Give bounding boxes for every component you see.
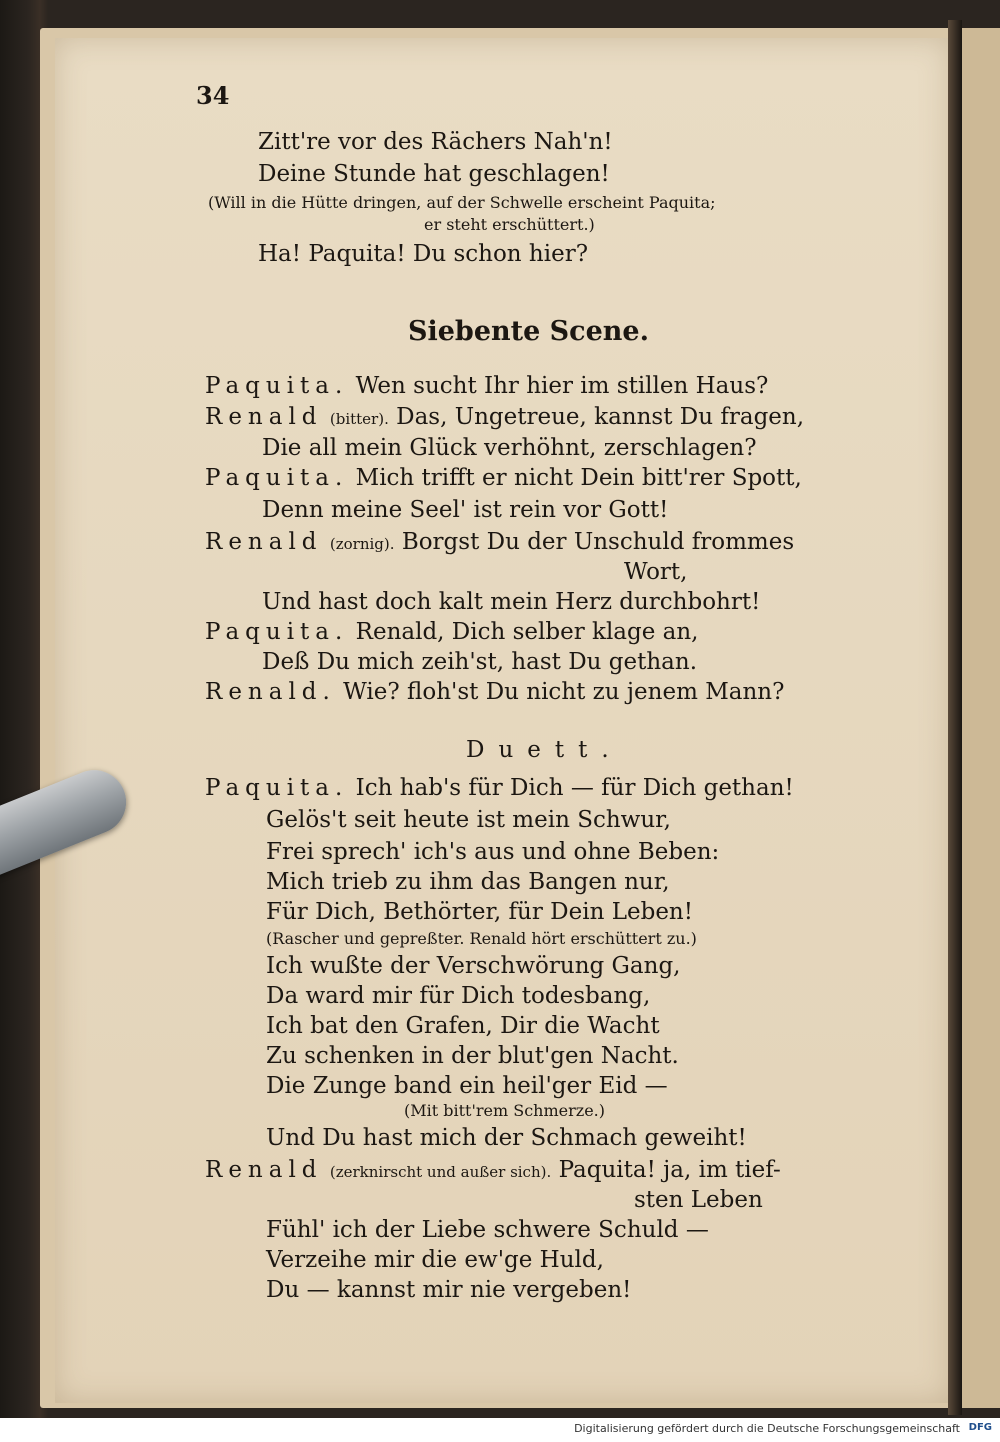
verse-line: Fühl' ich der Liebe schwere Schuld —	[266, 1217, 709, 1243]
dialogue-line: Wort,	[624, 559, 688, 585]
line-text: Wen sucht Ihr hier im stillen Haus?	[355, 373, 769, 399]
dialogue-line	[205, 372, 768, 400]
stage-direction: (Rascher und gepreßter. Renald hört erschüttert zu.)	[266, 929, 697, 948]
speaker-name: Paquita.	[205, 775, 349, 801]
line-text: Das, Ungetreue, kannst Du fragen,	[396, 404, 805, 430]
verse-line: Du — kannst mir nie vergeben!	[266, 1277, 632, 1303]
line-text: Wie? floh'st Du nicht zu jenem Mann?	[343, 679, 785, 705]
stage-direction: (Mit bitt'rem Schmerze.)	[404, 1101, 605, 1120]
verse-line: Da ward mir für Dich todesbang,	[266, 983, 651, 1009]
dialogue-line: Denn meine Seel' ist rein vor Gott!	[262, 497, 669, 523]
page-number: 34	[196, 81, 230, 110]
verse-line: Frei sprech' ich's aus und ohne Beben:	[266, 839, 720, 865]
verse-line: Zu schenken in der blut'gen Nacht.	[266, 1043, 679, 1069]
verse-line: sten Leben	[634, 1187, 763, 1213]
dialogue-line	[205, 678, 784, 706]
verse-line: Ich wußte der Verschwörung Gang,	[266, 953, 681, 979]
speaker-name: Renald	[205, 1157, 323, 1183]
scene-title: Siebente Scene.	[408, 316, 649, 347]
verse-line: Gelös't seit heute ist mein Schwur,	[266, 807, 671, 833]
speaker-name: Renald	[205, 529, 323, 555]
line-text: Renald, Dich selber klage an,	[355, 619, 699, 645]
verse-line: Zitt're vor des Rächers Nah'n!	[258, 129, 613, 155]
dialogue-line	[205, 528, 794, 558]
dialogue-line: Und hast doch kalt mein Herz durchbohrt!	[262, 589, 761, 615]
dialogue-line	[205, 618, 699, 646]
dialogue-line	[205, 464, 802, 492]
verse-line: Deine Stunde hat geschlagen!	[258, 161, 610, 187]
verse-line: Ich bat den Grafen, Dir die Wacht	[266, 1013, 660, 1039]
dialogue-line	[205, 1156, 781, 1186]
verse-line: Mich trieb zu ihm das Bangen nur,	[266, 869, 670, 895]
stage-direction: (zornig).	[329, 535, 395, 553]
verse-line: Ha! Paquita! Du schon hier?	[258, 241, 589, 267]
dialogue-line: Deß Du mich zeih'st, hast Du gethan.	[262, 649, 698, 675]
funding-notice: Digitalisierung gefördert durch die Deutsche Forschungsgemeinschaft	[574, 1422, 960, 1435]
verse-line: Die Zunge band ein heil'ger Eid —	[266, 1073, 668, 1099]
stage-direction: (zerknirscht und außer sich).	[329, 1163, 552, 1181]
speaker-name: Paquita.	[205, 373, 349, 399]
dialogue-line	[205, 774, 794, 802]
speaker-name: Renald	[205, 404, 323, 430]
dialogue-line	[205, 403, 804, 433]
verse-line: Für Dich, Bethörter, für Dein Leben!	[266, 899, 693, 925]
facing-page-strip	[962, 28, 1000, 1408]
footer-bar	[0, 1418, 1000, 1442]
book-gutter	[948, 20, 962, 1415]
line-text: Paquita! ja, im tief-	[558, 1157, 781, 1183]
verse-line: Und Du hast mich der Schmach geweiht!	[266, 1125, 747, 1151]
stage-direction: er steht erschüttert.)	[424, 215, 595, 234]
stage-direction: (Will in die Hütte dringen, auf der Schwelle erscheint Paquita;	[208, 193, 716, 212]
stage-direction: (bitter).	[329, 410, 389, 428]
line-text: Ich hab's für Dich — für Dich gethan!	[355, 775, 794, 801]
line-text: Mich trifft er nicht Dein bitt'rer Spott,	[355, 465, 802, 491]
speaker-name: Paquita.	[205, 465, 349, 491]
verse-line: Verzeihe mir die ew'ge Huld,	[266, 1247, 604, 1273]
duet-heading: Duett.	[466, 737, 623, 763]
dfg-logo: DFG	[968, 1422, 992, 1433]
speaker-name: Paquita.	[205, 619, 349, 645]
dialogue-line: Die all mein Glück verhöhnt, zerschlagen?	[262, 435, 757, 461]
line-text: Borgst Du der Unschuld frommes	[401, 529, 795, 555]
speaker-name: Renald.	[205, 679, 336, 705]
